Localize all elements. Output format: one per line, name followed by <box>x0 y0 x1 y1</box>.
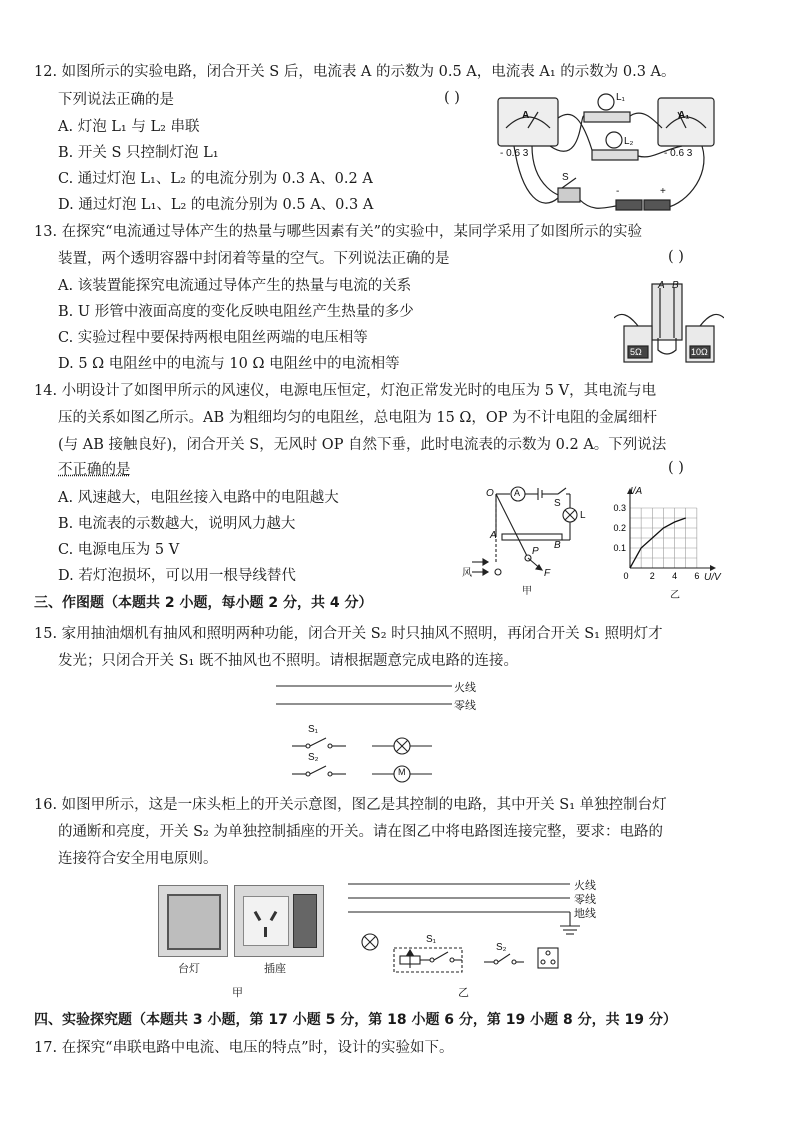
q14-option-b: B. 电流表的示数越大，说明风力越大 <box>58 516 296 532</box>
q15-stem-line2: 发光；只闭合开关 S₁ 既不抽风也不照明。请根据题意完成电路的连接。 <box>58 653 518 669</box>
q16-neutral-wire-label: 零线 <box>574 894 596 906</box>
q12-option-a: A. 灯泡 L₁ 与 L₂ 串联 <box>58 119 200 135</box>
q14-graph-ylabel: I/A <box>630 486 643 497</box>
q16-socket-hole-bottom <box>264 927 267 937</box>
q13-tube-a-label: A <box>658 280 665 291</box>
q13-option-c: C. 实验过程中要保持两根电阻丝两端的电压相等 <box>58 330 368 346</box>
q12-option-d: D. 通过灯泡 L₁、L₂ 的电流分别为 0.5 A、0.3 A <box>58 197 374 213</box>
q14-stem-line4: 不正确的是 <box>58 462 131 478</box>
q13-resistor-10-label: 10Ω <box>691 347 708 357</box>
q15-s2-label: S₂ <box>308 752 319 763</box>
iu-curve <box>630 518 686 568</box>
q16-socket-hole-left <box>254 911 262 921</box>
q14-wind-meter-svg <box>462 484 592 596</box>
q16-socket-caption: 插座 <box>264 963 286 975</box>
q15-neutral-wire-label: 零线 <box>454 700 476 712</box>
q16-stem-line3: 连接符合安全用电原则。 <box>58 851 218 867</box>
q16-socket-switch <box>293 894 317 948</box>
q14-wind-label: 风 <box>462 568 472 579</box>
q14-pivot-o-label: O <box>486 488 494 499</box>
q13-tube-b-label: B <box>672 280 679 291</box>
q14-option-c: C. 电源电压为 5 V <box>58 542 180 558</box>
q13-heating-apparatus-figure <box>614 278 724 368</box>
q17-stem-line1: 17. 在探究“串联电路中电流、电压的特点”时，设计的实验如下。 <box>34 1040 454 1056</box>
q14-answer-paren: ( ) <box>668 460 684 476</box>
y-tick-label: 0.3 <box>613 503 626 513</box>
q14-lamp-label: L <box>580 510 586 521</box>
q14-stem-line3: (与 AB 接触良好)，闭合开关 S，无风时 OP 自然下垂，此时电流表的示数为 0.2 A。下列说法 <box>58 437 667 453</box>
x-tick-label: 2 <box>649 571 655 581</box>
q12-answer-paren: ( ) <box>444 90 460 106</box>
q16-ground-wire-label: 地线 <box>574 908 596 920</box>
q14-iu-graph-figure <box>600 484 730 601</box>
q12-option-b: B. 开关 S 只控制灯泡 L₁ <box>58 145 219 161</box>
q12-option-c: C. 通过灯泡 L₁、L₂ 的电流分别为 0.3 A、0.2 A <box>58 171 373 187</box>
q14-graph-xlabel: U/V <box>704 572 721 583</box>
q13-option-a: A. 该装置能探究电流通过导体产生的热量与电流的关系 <box>58 278 412 294</box>
q16-lamp-switch-plate <box>167 894 221 950</box>
section-3-heading: 三、作图题（本题共 2 小题，每小题 2 分，共 4 分） <box>34 595 373 611</box>
x-tick-label: 6 <box>694 571 700 581</box>
x-tick-label: 4 <box>672 571 678 581</box>
q13-answer-paren: ( ) <box>668 249 684 265</box>
x-tick-label: 0 <box>623 571 629 581</box>
q16-fig-yi-caption: 乙 <box>458 987 469 999</box>
q16-s2-label: S₂ <box>496 942 507 953</box>
q12-circuit-figure <box>492 88 732 220</box>
q13-resistor-5-label: 5Ω <box>630 347 642 357</box>
q16-fig-jia-caption: 甲 <box>232 987 243 999</box>
q14-ammeter-label: A <box>514 488 521 498</box>
q14-stem-line1: 14. 小明设计了如图甲所示的风速仪，电源电压恒定，灯泡正常发光时的电压为 5 V，其电流与电 <box>34 383 657 399</box>
q14-contact-p-label: P <box>532 546 539 557</box>
q12-stem-line2: 下列说法正确的是 <box>58 92 174 108</box>
q14-option-a: A. 风速越大，电阻丝接入电路中的电阻越大 <box>58 490 339 506</box>
q13-option-b: B. U 形管中液面高度的变化反映电阻丝产生热量的多少 <box>58 304 414 320</box>
q12-ammeter-a-scale: - 0.6 3 <box>500 148 529 159</box>
q13-option-d: D. 5 Ω 电阻丝中的电流与 10 Ω 电阻丝中的电流相等 <box>58 356 400 372</box>
q12-ammeter-a-label: A <box>522 110 530 121</box>
q16-stem-line2: 的通断和亮度，开关 S₂ 为单独控制插座的开关。请在图乙中将电路图连接完整，要求：电路的 <box>58 824 663 840</box>
q12-l1-label: L₁ <box>616 92 625 103</box>
q14-switch-label: S <box>554 498 561 509</box>
x-axis-arrow <box>710 565 716 571</box>
q14-option-d: D. 若灯泡损坏，可以用一根导线替代 <box>58 568 296 584</box>
q15-circuit-figure <box>276 678 496 786</box>
q13-stem-line1: 13. 在探究“电流通过导体产生的热量与哪些因素有关”的实验中，某同学采用了如图所示的实验 <box>34 224 642 240</box>
q16-socket-photo <box>234 885 324 957</box>
q14-fig-yi-caption: 乙 <box>670 590 680 601</box>
q15-live-wire-label: 火线 <box>454 682 476 694</box>
q16-lamp-switch-photo <box>158 885 228 957</box>
q15-s1-label: S₁ <box>308 724 319 735</box>
q12-ammeter-a1-label: A₁ <box>678 110 690 121</box>
q16-live-wire-label: 火线 <box>574 880 596 892</box>
q14-stem-line2: 压的关系如图乙所示。AB 为粗细均匀的电阻丝，总电阻为 15 Ω，OP 为不计电阻的金属细杆 <box>58 410 658 426</box>
q14-fig-jia-caption: 甲 <box>522 586 532 597</box>
q12-ammeter-a1-scale: - 0.6 3 <box>664 148 693 159</box>
q14-end-b-label: B <box>554 540 561 551</box>
q12-battery-plus: + <box>660 186 666 197</box>
q16-lamp-caption: 台灯 <box>178 963 200 975</box>
q16-socket-hole-right <box>270 911 278 921</box>
y-tick-label: 0.1 <box>613 543 626 553</box>
q15-stem-line1: 15. 家用抽油烟机有抽风和照明两种功能，闭合开关 S₂ 时只抽风不照明，再闭合开关 S₁ 照明灯才 <box>34 626 663 642</box>
q15-motor-label: M <box>398 767 406 777</box>
q12-stem-line1: 12. 如图所示的实验电路，闭合开关 S 后，电流表 A 的示数为 0.5 A，电流表 A₁ 的示数为 0.3 A。 <box>34 64 676 80</box>
q16-socket-face <box>243 896 289 946</box>
y-tick-label: 0.2 <box>613 523 626 533</box>
q16-stem-line1: 16. 如图甲所示，这是一床头柜上的开关示意图，图乙是其控制的电路，其中开关 S₁ 单独控制台灯 <box>34 797 667 813</box>
q12-battery-minus: - <box>616 186 620 197</box>
q12-l2-label: L₂ <box>624 136 634 147</box>
q14-force-f-label: F <box>544 568 551 579</box>
q14-wind-meter-figure <box>462 484 592 596</box>
q16-circuit-svg <box>344 876 604 974</box>
q13-stem-line2: 装置，两个透明容器中封闭着等量的空气。下列说法正确的是 <box>58 251 450 267</box>
q16-s1-label: S₁ <box>426 934 437 945</box>
q16-circuit-figure <box>344 876 604 974</box>
q14-end-a-label: A <box>490 530 497 541</box>
section-4-heading: 四、实验探究题（本题共 3 小题，第 17 小题 5 分，第 18 小题 6 分，第 19 小题 8 分，共 19 分） <box>34 1012 677 1028</box>
q12-switch-label: S <box>562 172 569 183</box>
